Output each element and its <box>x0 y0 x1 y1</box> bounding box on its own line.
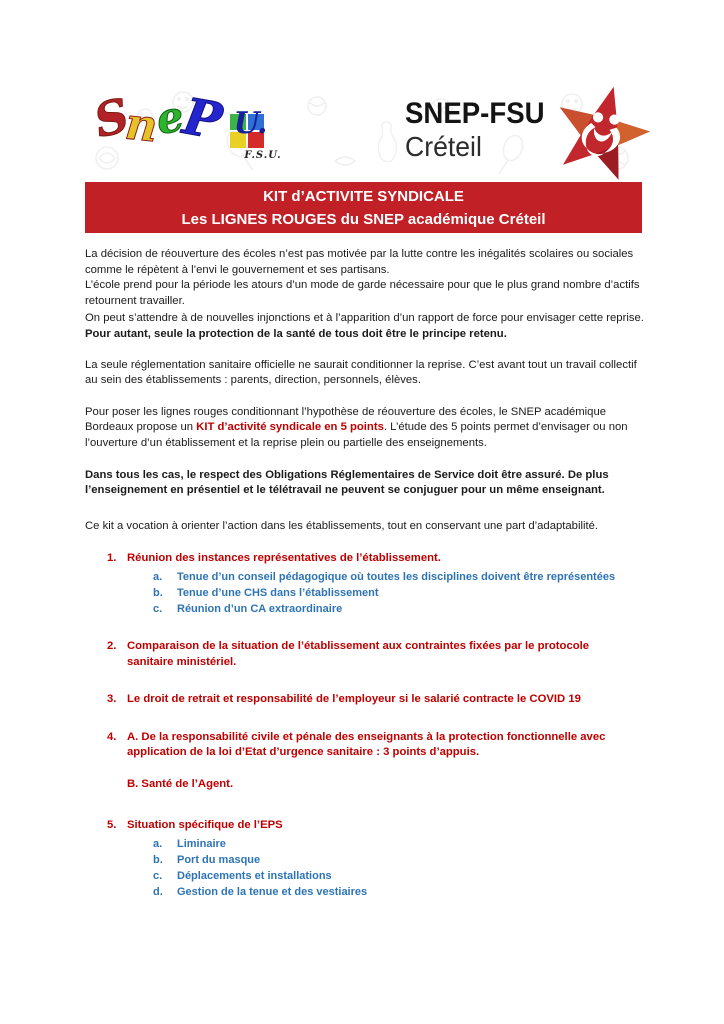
snep-logo-letter-s: S <box>88 87 135 149</box>
org-city: Créteil <box>405 130 482 162</box>
sub-item-5d <box>127 884 367 900</box>
paragraph-kit <box>85 405 645 452</box>
sub-letter: a. <box>153 838 163 851</box>
title-banner <box>85 182 642 233</box>
list-item-4 <box>107 730 645 793</box>
org-name: SNEP-FSU <box>405 97 545 130</box>
banner-title-line2: Les LIGNES ROUGES du SNEP académique Créteil <box>181 211 546 228</box>
intro-sentence-1: La décision de réouverture des écoles n’est pas motivée par la lutte contre les inégalités scolaires ou sociales comme le répètent à l’envi le gouvernement et ses partisans. <box>85 248 634 276</box>
kit-text-after: . L’étude des 5 points permet d’envisager ou non l’ouverture d’un établissement et la reprise plein ou partielle des enseignements. <box>85 421 628 449</box>
list-item-2 <box>107 639 645 670</box>
kit-highlight: KIT d’activité syndicale en 5 points <box>196 421 384 434</box>
fsu-logo-block <box>230 106 282 161</box>
principle-statement: Pour autant, seule la protection de la santé de tous doit être le principe retenu. <box>85 327 507 340</box>
paragraph-reprise <box>85 311 645 342</box>
snep-logo-letter-n: n <box>123 98 161 153</box>
sub-letter: b. <box>153 854 163 867</box>
sub-item-5b <box>127 852 367 868</box>
kit-text-before: Pour poser les lignes rouges conditionnant l’hypothèse de réouverture des écoles, le SNEP académique Bordeaux propose un <box>85 405 607 434</box>
list-item-3 <box>107 692 645 708</box>
item-number: 1. <box>107 552 117 565</box>
item-title: Réunion des instances représentatives de l’établissement. <box>127 552 441 565</box>
sub-item-5c <box>127 868 367 884</box>
paragraph-reglementation: La seule réglementation sanitaire officielle ne saurait conditionner la reprise. C’est avant tout un travail collectif au sein des établissements : parents, direction, personnels, élèves. <box>85 358 637 387</box>
banner-title-line1: KIT d’ACTIVITE SYNDICALE <box>263 188 464 205</box>
intro-sentence-2: L’école prend pour la période les atours d’un mode de garde nécessaire pour que le plus grand nombre d’actifs retournent travailler. <box>85 279 640 307</box>
sub-letter: b. <box>153 586 163 599</box>
document-header <box>85 86 642 182</box>
sub-item-list <box>127 836 367 900</box>
item-number: 3. <box>107 693 117 706</box>
item-title: A. De la responsabilité civile et pénale des enseignants à la protection fonctionnelle avec application de la loi d’Etat d’urgence sanitaire : 3 points d’appuis. <box>127 730 606 759</box>
sub-text: Déplacements et installations <box>177 870 332 883</box>
sub-item-1c <box>127 601 615 617</box>
sub-letter: c. <box>153 602 163 615</box>
snep-logo <box>88 86 282 176</box>
reprise-sentence: On peut s’attendre à de nouvelles injonctions et à l’apparition d’un rapport de force pour envisager cette reprise. <box>85 312 644 325</box>
list-item-1 <box>107 551 645 617</box>
sub-text: Liminaire <box>177 838 226 851</box>
snep-star-logo <box>546 83 656 185</box>
sub-item-1a <box>127 569 615 585</box>
sub-text: Port du masque <box>177 854 261 867</box>
fsu-label: F.S.U. <box>244 150 282 161</box>
item-number: 4. <box>107 730 117 743</box>
sub-letter: d. <box>153 886 163 899</box>
paragraph-intro <box>85 247 645 309</box>
snep-logo-letter-p: P <box>178 86 227 151</box>
sub-item-1b <box>127 585 615 601</box>
fsu-u-letter: U. <box>233 106 268 141</box>
sub-text: Tenue d’une CHS dans l’établissement <box>177 586 379 599</box>
snep-logo-letter-e: e <box>152 91 188 144</box>
document-body <box>85 247 645 922</box>
item-title: Comparaison de la situation de l’établissement aux contraintes fixées par le protocole sanitaire ministériel. <box>127 639 590 668</box>
item-title: Situation spécifique de l’EPS <box>127 819 283 832</box>
sub-text: Gestion de la tenue et des vestiaires <box>177 886 368 899</box>
sub-item-5a <box>127 836 367 852</box>
paragraph-obligations: Dans tous les cas, le respect des Obligations Réglementaires de Service doit être assuré. De plus l’enseignement en présentiel et le télétravail ne peuvent se conjuguer pour un même enseignant. <box>85 468 609 497</box>
sub-letter: a. <box>153 570 163 583</box>
sub-letter: c. <box>153 870 163 883</box>
item-number: 2. <box>107 639 117 652</box>
sub-item-list <box>127 569 615 617</box>
paragraph-vocation: Ce kit a vocation à orienter l’action dans les établissements, tout en conservant une part d’adaptabilité. <box>85 519 599 532</box>
kit-point-list <box>107 551 645 900</box>
list-item-5 <box>107 818 645 900</box>
item-number: 5. <box>107 819 117 832</box>
sub-text: Tenue d’un conseil pédagogique où toutes les disciplines doivent être représentées <box>177 570 616 583</box>
item-subtitle-b: B. Santé de l’Agent. <box>127 777 234 790</box>
org-name-block <box>405 98 557 161</box>
sub-text: Réunion d’un CA extraordinaire <box>177 602 343 615</box>
item-title: Le droit de retrait et responsabilité de l’employeur si le salarié contracte le COVID 19 <box>127 693 581 706</box>
